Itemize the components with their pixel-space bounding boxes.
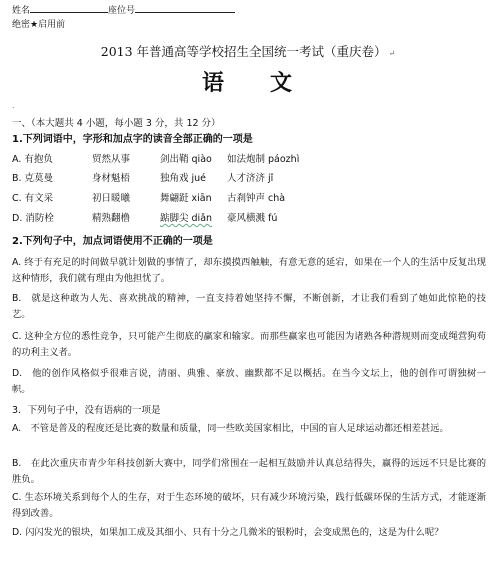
question-3-stem: 3．下列句子中，没有语病的一项是 [12,405,161,416]
paragraph-mark-icon: ↵ [388,49,396,58]
question-1-options [12,154,482,233]
name-blank[interactable] [30,3,108,13]
option-row-a: A. 有抱负 贸然从事 剑出鞘 qiào 如法炮制 páozhì [12,154,300,165]
exam-header-line [12,3,486,17]
question-3-item-c: C. 生态环境关系到每个人的生存，对于生态环境的破坏，只有减少环境污染，践行低碳环保的生活方式，才能逐渐得到改善。 [12,492,486,519]
question-3-item-b: B. 在此次重庆市青少年科技创新大赛中，同学们常围在一起相互鼓励并认真总结得失，赢得的远远不只是比赛的胜负。 [12,458,486,485]
name-label: 姓名 [12,6,31,16]
seat-blank[interactable] [135,3,235,13]
section-1-heading: 一、（本大题共 4 小题，每小题 3 分，共 12 分） [12,118,221,129]
question-2-item-a: A. 终于有充足的时间做早就计划做的事情了，却东摸摸西触触，有意无意的延宕，如果在一个人的生活中反复出现这种情形，我们就有理由为他担忧了。 [12,257,486,284]
subject-char-1: 语 [201,70,226,96]
question-1-stem: 1.下列词语中，字形和加点字的读音全部正确的一项是 [12,134,253,145]
question-2-item-c: C. 这种全方位的悉性竞争，只可能产生彻底的赢家和输家。而那些赢家也可能因为诸熟各种潜规则而变成绳营狗苟的功利主义者。 [12,331,486,358]
option-row-d: D. 消防栓 精熟翻橹 踮脚尖 diǎn 豪风横溅 fú [12,213,278,224]
question-2-item-d: D. 他的创作风格似乎很难言说，清丽、典雅、豪放、幽默都不足以概括。在当今文坛上，他的创作可谓独树一帜。 [12,368,486,395]
subject-title [0,66,496,97]
secret-label: 绝密★启用前 [12,20,66,30]
question-3-item-d: D. 闪闪发光的银块，如果加工成及其细小、只有十分之几微米的银粉时，会变成黑色的，这是为什么呢？ [12,527,444,538]
subject-char-2: 文 [270,70,295,96]
exam-title: 2013 年普通高等学校招生全国统一考试（重庆卷） ↵ [100,44,396,59]
option-row-b: B. 克莫曼 身材魁梧 独角戏 jué 人才济济 jǐ [12,173,274,184]
question-2-item-b: B. 就是这种敢为人先、喜欢挑战的精神，一直支持着她坚持不懈，不断创新，才让我们看到了她如此惊艳的技艺。 [12,293,486,320]
question-3-item-a: A. 不管是普及的程度还是比赛的数量和质量，同一些欧美国家相比，中国的盲人足球运动都还相差甚远。 [12,423,449,434]
paragraph-mark-icon: . [12,101,15,110]
seat-label: 座位号 [108,6,136,16]
option-row-c: C. 有文采 初日暖曦 舞翩跹 xiān 古刹钟声 chà [12,193,286,204]
question-2-stem: 2.下列句子中，加点词语使用不正确的一项是 [12,236,213,247]
